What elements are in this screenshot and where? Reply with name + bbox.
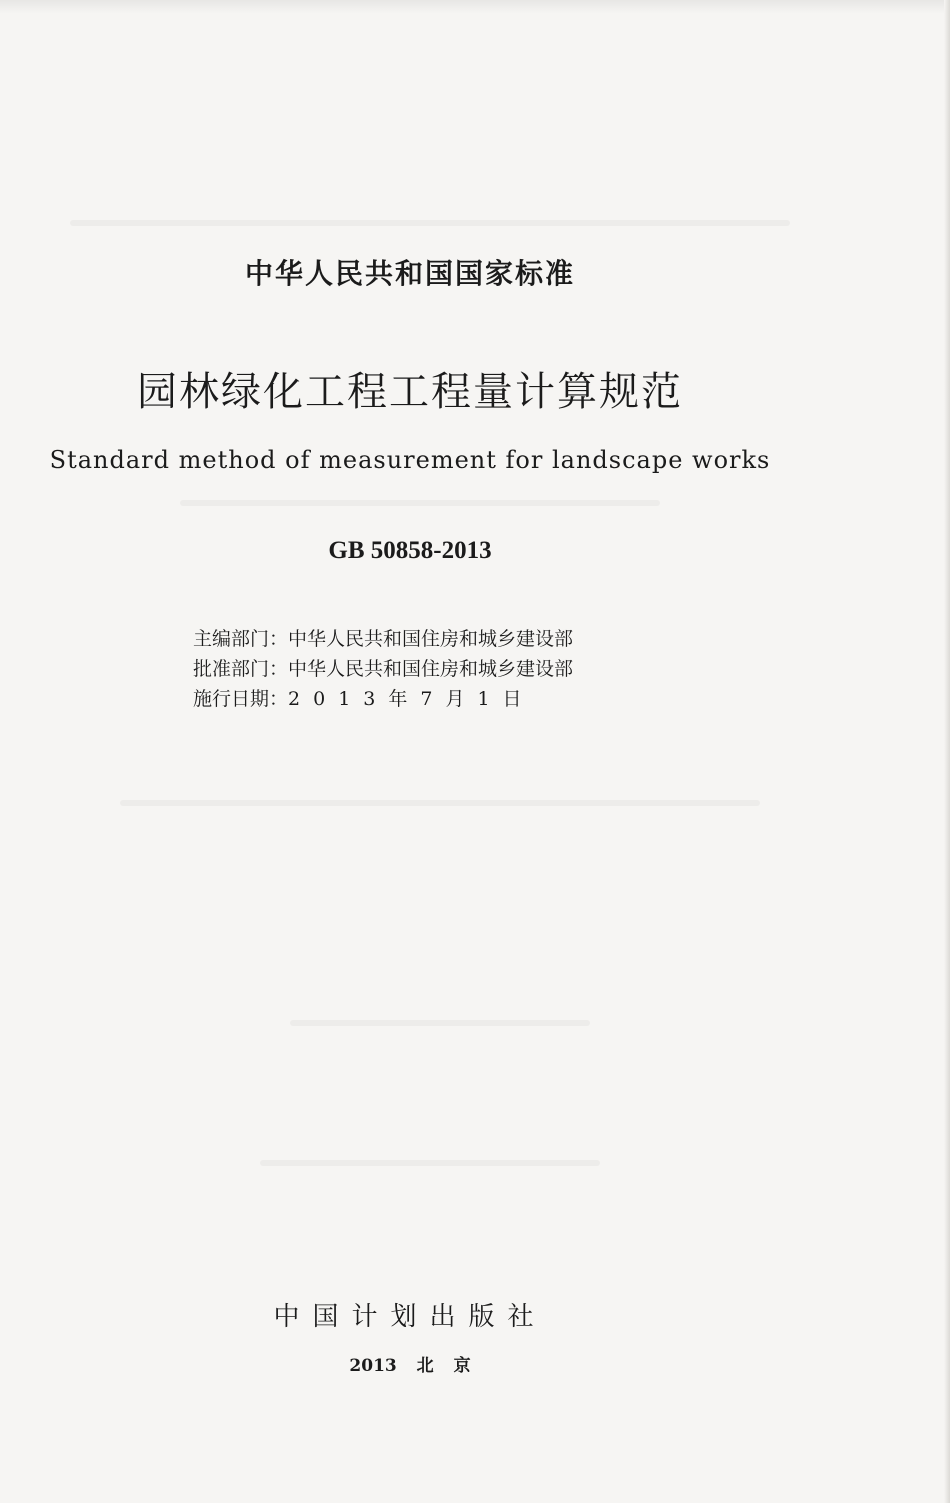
- bleed-through-mark: [260, 1160, 600, 1166]
- date-value: 2013年7月1日: [288, 688, 535, 710]
- series-title: 中华人民共和国国家标准: [244, 257, 575, 290]
- bleed-through-mark: [70, 220, 790, 226]
- bleed-through-mark: [290, 1020, 590, 1026]
- bleed-through-mark: [120, 800, 760, 806]
- page-top-shadow: [0, 0, 950, 14]
- info-block: [193, 624, 573, 714]
- page-edge-shadow: [944, 0, 950, 1503]
- date-row: [193, 684, 573, 714]
- approver-label: 批准部门：: [193, 658, 289, 680]
- bleed-through-mark: [180, 500, 660, 506]
- publish-year-place: 2013 北 京: [349, 1356, 471, 1376]
- editor-label: 主编部门：: [193, 628, 289, 650]
- approver-value: 中华人民共和国住房和城乡建设部: [288, 658, 574, 680]
- publisher-name: 中国计划出版社: [273, 1302, 547, 1332]
- english-title: Standard method of measurement for landscape works: [49, 446, 771, 474]
- standard-code: GB 50858-2013: [328, 537, 492, 564]
- main-title: 园林绿化工程工程量计算规范: [137, 369, 683, 415]
- editor-value: 中华人民共和国住房和城乡建设部: [288, 628, 574, 650]
- date-label: 施行日期：: [193, 688, 289, 710]
- editor-row: [193, 624, 573, 654]
- approver-row: [193, 654, 573, 684]
